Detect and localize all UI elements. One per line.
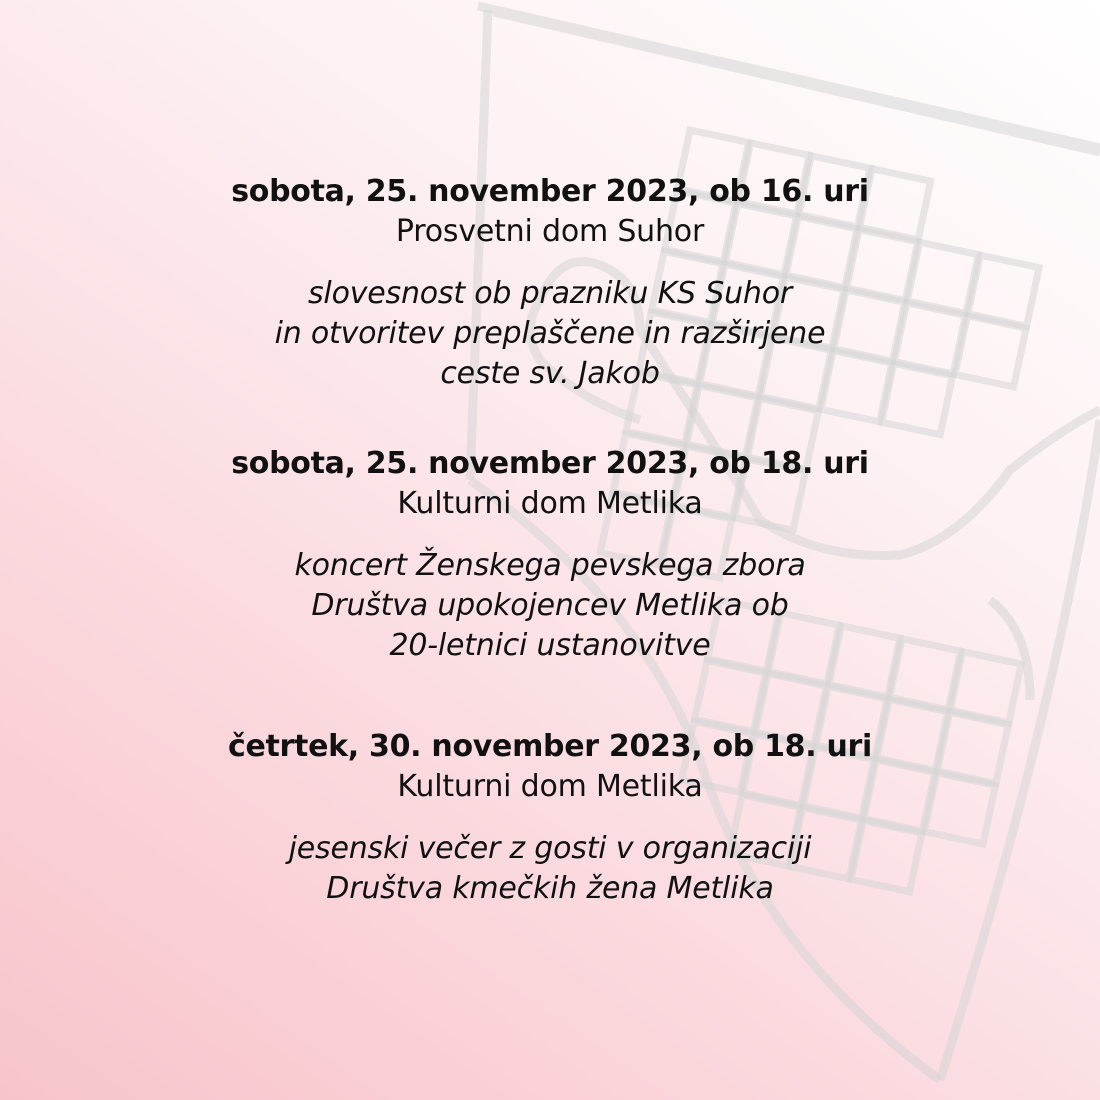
event-description-line: Društva upokojencev Metlika ob — [311, 588, 789, 623]
event-venue: Kulturni dom Metlika — [397, 769, 703, 804]
event-description-line: Društva kmečkih žena Metlika — [326, 871, 774, 906]
event-venue: Kulturni dom Metlika — [397, 486, 703, 521]
event-date: sobota, 25. november 2023, ob 18. uri — [231, 446, 869, 481]
event-date: sobota, 25. november 2023, ob 16. uri — [231, 174, 869, 209]
event-description-line: koncert Ženskega pevskega zbora — [294, 548, 806, 583]
event-description-line: in otvoritev preplaščene in razširjene — [274, 316, 826, 351]
event-description-line: jesenski večer z gosti v organizaciji — [288, 831, 812, 866]
event-description-line: 20-letnici ustanovitve — [389, 628, 711, 663]
event-venue: Prosvetni dom Suhor — [395, 214, 705, 249]
event-description-line: ceste sv. Jakob — [440, 356, 660, 391]
event-date: četrtek, 30. november 2023, ob 18. uri — [227, 729, 872, 764]
event-description-line: slovesnost ob prazniku KS Suhor — [308, 276, 792, 311]
